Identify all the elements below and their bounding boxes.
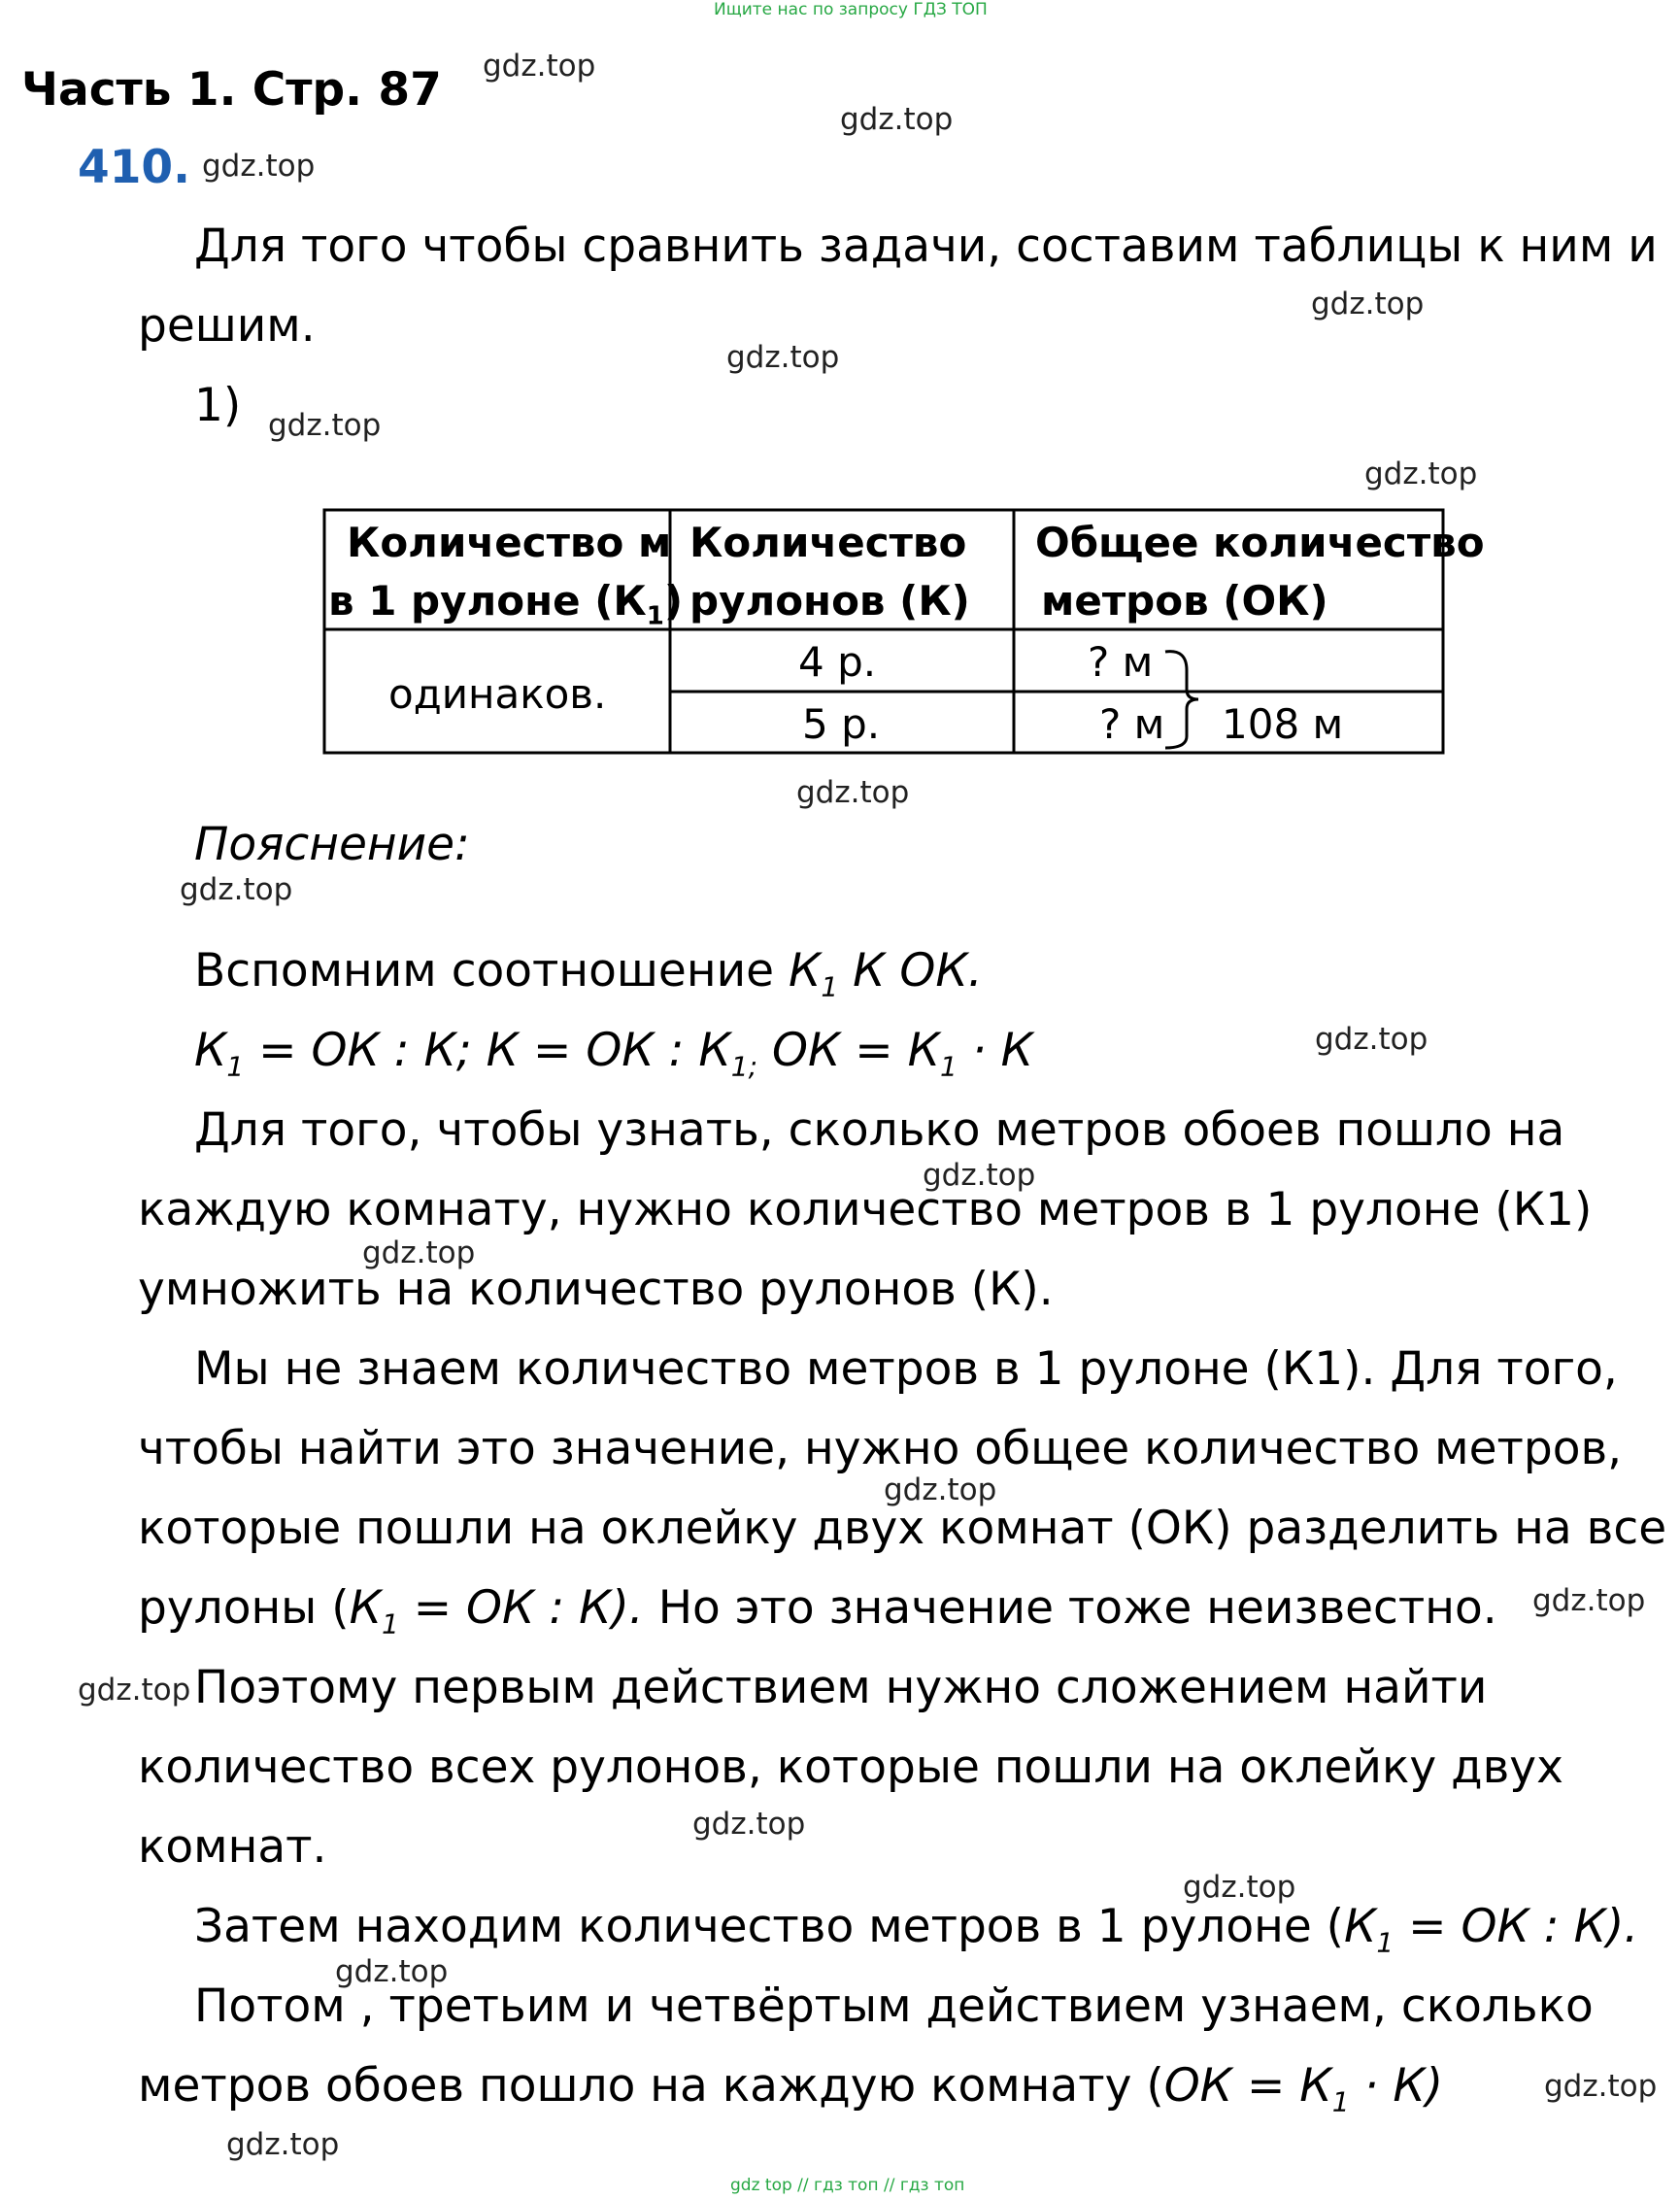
watermark: gdz.top (796, 775, 910, 810)
intro-line: решим. (138, 299, 316, 353)
table-header: Количество (689, 519, 967, 566)
watermark: gdz.top (483, 49, 596, 84)
paragraph-line: умножить на количество рулонов (К). (138, 1263, 1054, 1316)
watermark: gdz.top (1364, 457, 1478, 491)
watermark: gdz.top (268, 408, 382, 443)
paragraph-line: рулоны ($К_1$ = ОК : К). Но это значение тоже неизвестно. (138, 1581, 1497, 1641)
watermark: gdz.top (78, 1673, 191, 1708)
watermark: gdz.top (226, 2127, 340, 2162)
paragraph-line: комнат. (138, 1820, 327, 1874)
table-cell: 4 р. (798, 638, 877, 686)
watermark: gdz.top (726, 340, 840, 375)
recall-line: Вспомним соотношение $К_1$ К ОК. (194, 944, 983, 1003)
paragraph-line: Поэтому первым действием нужно сложением найти (194, 1661, 1488, 1714)
paragraph-line: Для того, чтобы узнать, сколько метров обоев пошло на (194, 1103, 1565, 1157)
watermark: gdz.top (884, 1472, 997, 1507)
watermark: gdz.top (180, 872, 293, 907)
paragraph-line: Затем находим количество метров в 1 рулоне ($К_1$ = ОК : К). (194, 1900, 1639, 1959)
paragraph-line: каждую комнату, нужно количество метров в 1 рулоне (К1) (138, 1183, 1593, 1236)
watermark: gdz.top (362, 1235, 476, 1270)
table-header: рулонов (К) (689, 577, 970, 625)
table-header: в 1 рулоне $(К_1)$ (328, 577, 684, 631)
paragraph-line: которые пошли на оклейку двух комнат (ОК) разделить на все (138, 1502, 1667, 1555)
paragraph-line: чтобы найти это значение, нужно общее количество метров, (138, 1422, 1623, 1475)
paragraph-line: Потом , третьим и четвёртым действием узнаем, сколько (194, 1979, 1594, 2033)
watermark: gdz.top (1311, 287, 1425, 321)
table-header: Количество м (347, 519, 672, 566)
top-note: Ищите нас по запросу ГДЗ ТОП (714, 0, 988, 19)
table-cell: 5 р. (802, 700, 881, 748)
formula-line: $К_1$ = ОК : К; К = ОК : $К_{1;}$ ОК = $К_1 \cdot К$ (194, 1024, 1033, 1083)
watermark: gdz.top (1315, 1022, 1428, 1057)
table-header: метров (ОК) (1041, 577, 1328, 625)
intro-line: Для того чтобы сравнить задачи, составим таблицы к ним и (194, 220, 1658, 273)
watermark: gdz.top (1532, 1583, 1646, 1618)
watermark: gdz.top (202, 149, 316, 184)
table-cell: ? м (1088, 638, 1154, 686)
watermark: gdz.top (1183, 1870, 1296, 1905)
watermark: gdz.top (692, 1807, 806, 1842)
watermark: gdz.top (923, 1158, 1036, 1193)
table-cell: ? м (1099, 700, 1165, 748)
paragraph-line: Мы не знаем количество метров в 1 рулоне (К1). Для того, (194, 1342, 1618, 1396)
explanation-title: Пояснение: (194, 818, 470, 871)
watermark: gdz.top (335, 1954, 449, 1989)
task-number: 410. (78, 141, 190, 194)
item-label: 1) (194, 379, 242, 432)
paragraph-line: метров обоев пошло на каждую комнату $(ОК = К_1 \cdot К)$ (138, 2059, 1444, 2118)
watermark: gdz.top (840, 102, 954, 137)
table-header: Общее количество (1035, 519, 1485, 566)
bottom-note: gdz top // гдз топ // гдз топ (730, 2176, 965, 2195)
page-heading: Часть 1. Стр. 87 (21, 63, 442, 117)
table-cell: 108 м (1222, 700, 1344, 748)
watermark: gdz.top (1544, 2069, 1658, 2104)
table-cell: одинаков. (388, 670, 607, 718)
paragraph-line: количество всех рулонов, которые пошли на оклейку двух (138, 1741, 1563, 1794)
